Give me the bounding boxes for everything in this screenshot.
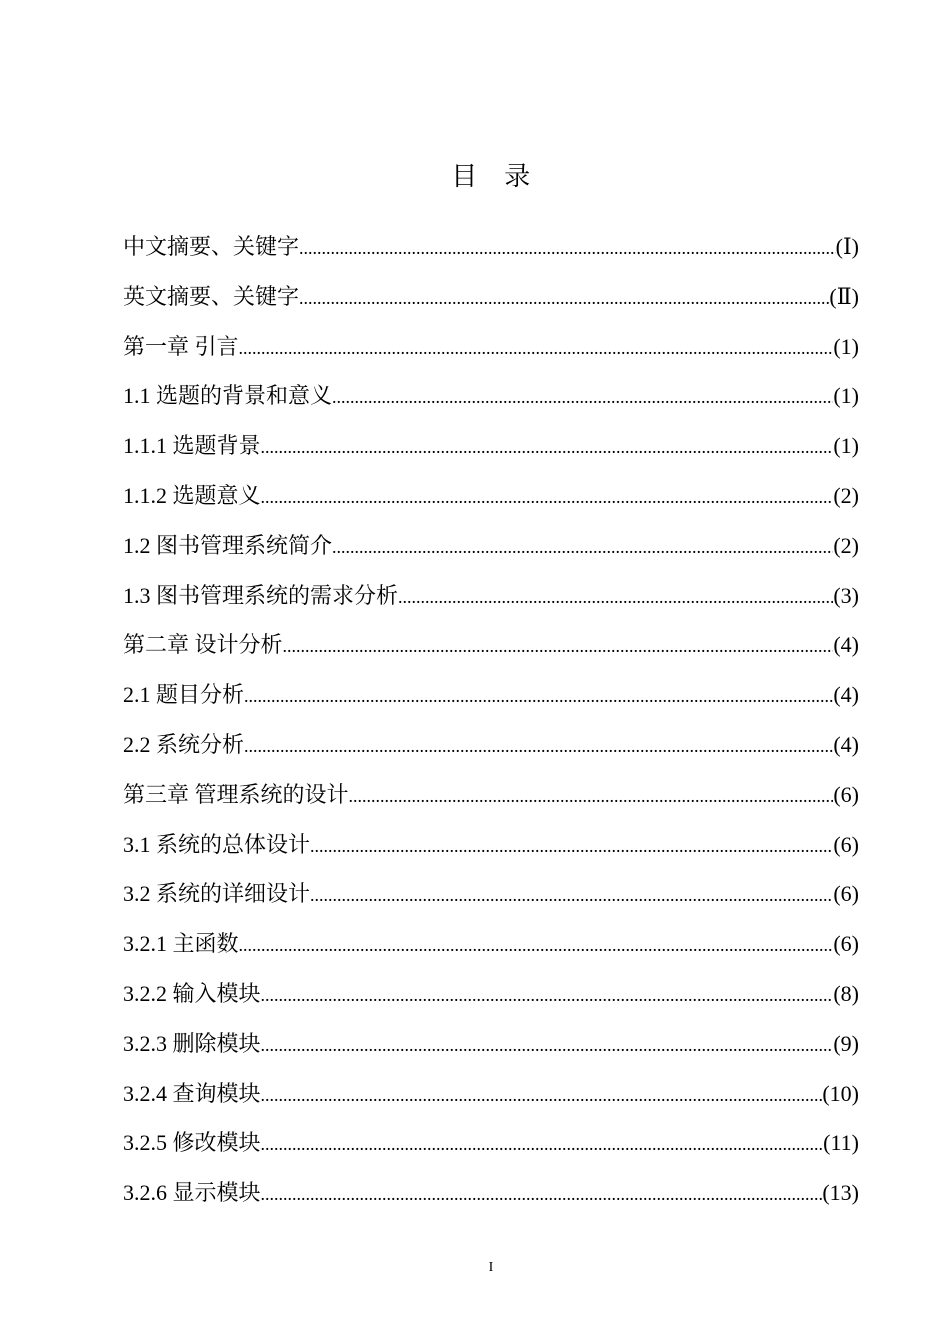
toc-entry-page: (4): [833, 731, 859, 757]
toc-entry-page: (13): [822, 1180, 859, 1206]
toc-leader-dots: [261, 971, 834, 1021]
toc-entry[interactable]: [123, 1168, 859, 1218]
toc-entry-title: 3.1 系统的总体设计: [123, 831, 311, 857]
footer-page-number: I: [488, 1260, 494, 1275]
toc-entry[interactable]: [123, 571, 859, 621]
toc-entry-page: (11): [823, 1130, 859, 1156]
toc-leader-dots: [244, 672, 833, 722]
toc-entry[interactable]: [123, 620, 859, 670]
toc-leader-dots: [261, 473, 834, 523]
toc-entry-page: (2): [833, 482, 859, 508]
toc-entry[interactable]: [123, 1069, 859, 1119]
toc-leader-dots: [283, 622, 834, 672]
toc-entry-page: (3): [833, 582, 859, 608]
toc-entry-page: (6): [833, 831, 859, 857]
toc-entry[interactable]: [123, 969, 859, 1019]
toc-entry-page: (6): [833, 881, 859, 907]
toc-entry-page: (9): [833, 1030, 859, 1056]
toc-entry[interactable]: [123, 222, 859, 272]
toc-leader-dots: [310, 822, 833, 872]
toc-entry-title: 第一章 引言: [123, 333, 239, 359]
toc-entry-title: 1.1 选题的背景和意义: [123, 383, 333, 409]
toc-entry[interactable]: [123, 521, 859, 571]
toc-leader-dots: [261, 423, 834, 473]
toc-leader-dots: [299, 224, 836, 274]
toc-leader-dots: [261, 1120, 824, 1170]
toc-entry-page: (Ⅱ): [829, 283, 859, 309]
page-title: 目 录: [451, 162, 531, 191]
toc-leader-dots: [332, 373, 833, 423]
toc-entry-page: (1): [833, 333, 859, 359]
toc-entry[interactable]: [123, 1019, 859, 1069]
toc-entry-title: 2.1 题目分析: [123, 682, 245, 708]
toc-entry-page: (2): [833, 532, 859, 558]
toc-entry-title: 英文摘要、关键字: [123, 283, 300, 309]
toc-entry-page: (1): [833, 433, 859, 459]
toc-entry[interactable]: [123, 421, 859, 471]
toc-entry-page: (6): [833, 781, 859, 807]
toc-entry-title: 1.2 图书管理系统简介: [123, 532, 333, 558]
toc-entry[interactable]: [123, 1118, 859, 1168]
toc-entry-title: 3.2.3 删除模块: [123, 1030, 261, 1056]
toc-leader-dots: [332, 523, 833, 573]
toc-entry-title: 3.2.6 显示模块: [123, 1180, 261, 1206]
toc-entry-page: (10): [822, 1080, 859, 1106]
toc-entry[interactable]: [123, 471, 859, 521]
toc-entry-page: (4): [833, 682, 859, 708]
toc-entry[interactable]: [123, 670, 859, 720]
toc-entry[interactable]: [123, 720, 859, 770]
toc-leader-dots: [398, 573, 833, 623]
toc-entry-title: 3.2.5 修改模块: [123, 1130, 261, 1156]
toc-entry-page: (8): [833, 980, 859, 1006]
toc-leader-dots: [261, 1170, 823, 1220]
toc-entry-title: 2.2 系统分析: [123, 731, 245, 757]
toc-entry-title: 3.2.1 主函数: [123, 931, 239, 957]
toc-leader-dots: [310, 871, 833, 921]
toc-leader-dots: [349, 772, 834, 822]
toc-entry[interactable]: [123, 770, 859, 820]
toc-entry[interactable]: [123, 820, 859, 870]
toc-entry[interactable]: [123, 371, 859, 421]
toc-entry-title: 1.1.1 选题背景: [123, 433, 261, 459]
toc-leader-dots: [244, 722, 833, 772]
toc-entry-title: 第二章 设计分析: [123, 632, 283, 658]
toc-leader-dots: [239, 324, 834, 374]
table-of-contents: [123, 222, 859, 1218]
toc-leader-dots: [261, 1071, 823, 1121]
toc-entry[interactable]: [123, 322, 859, 372]
toc-entry-title: 3.2 系统的详细设计: [123, 881, 311, 907]
toc-entry-title: 第三章 管理系统的设计: [123, 781, 349, 807]
toc-entry[interactable]: [123, 869, 859, 919]
toc-entry-title: 3.2.2 输入模块: [123, 980, 261, 1006]
toc-entry-page: (6): [833, 931, 859, 957]
toc-entry-page: (Ⅰ): [835, 234, 859, 259]
toc-leader-dots: [239, 921, 834, 971]
toc-leader-dots: [261, 1021, 834, 1071]
toc-entry-title: 中文摘要、关键字: [123, 234, 300, 259]
toc-entry-title: 1.3 图书管理系统的需求分析: [123, 582, 399, 608]
toc-entry-title: 1.1.2 选题意义: [123, 482, 261, 508]
toc-leader-dots: [299, 274, 829, 324]
toc-entry-page: (4): [833, 632, 859, 658]
toc-entry[interactable]: [123, 272, 859, 322]
toc-entry-title: 3.2.4 查询模块: [123, 1080, 261, 1106]
toc-entry-page: (1): [833, 383, 859, 409]
toc-entry[interactable]: [123, 919, 859, 969]
